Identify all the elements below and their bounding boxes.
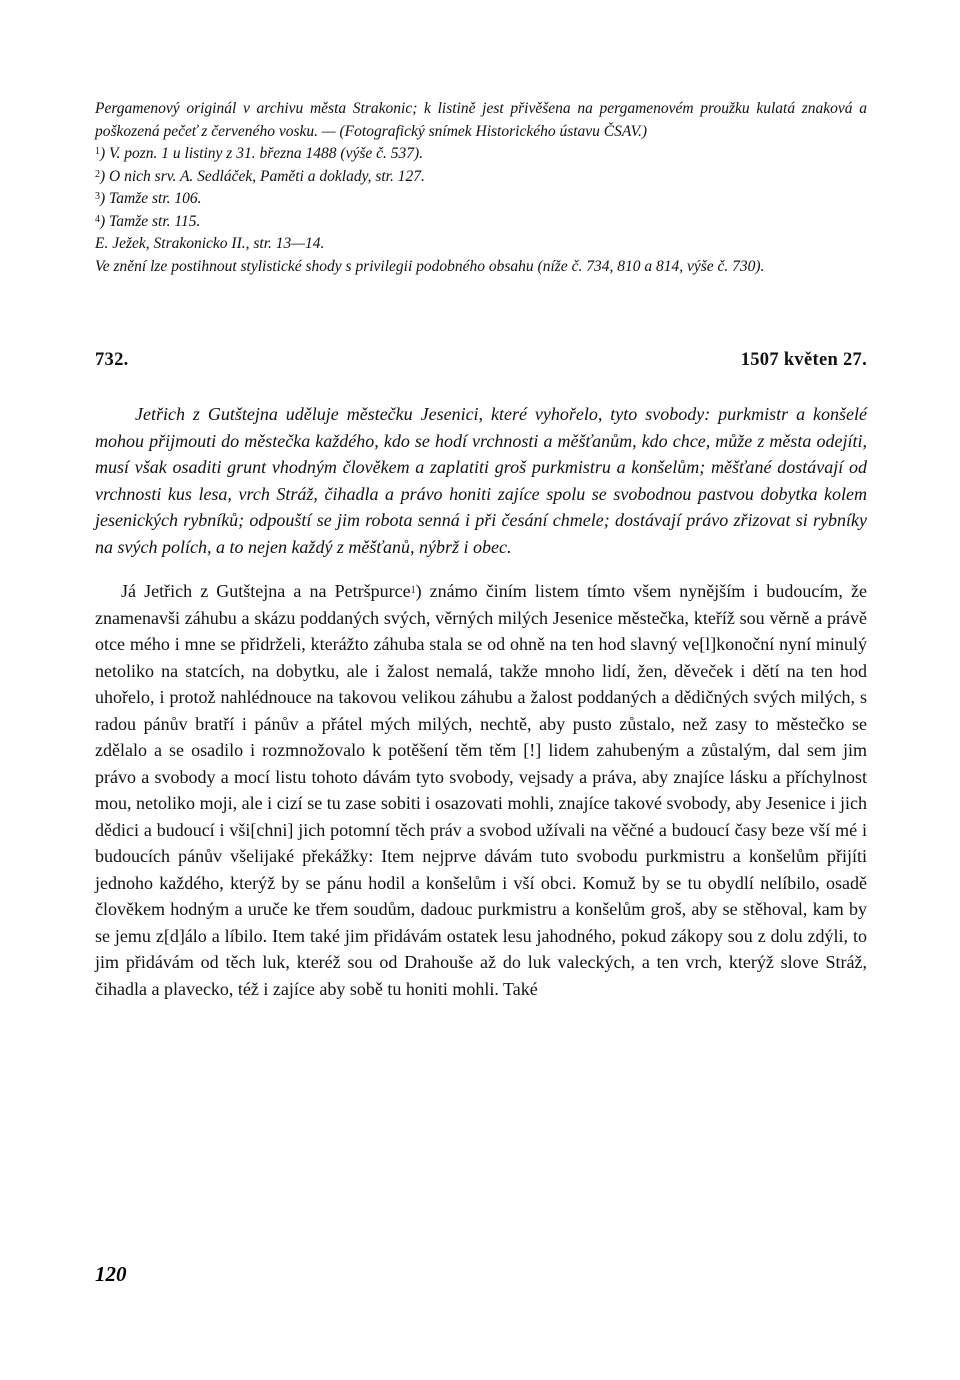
footnote-mark: 3 bbox=[95, 191, 100, 202]
document-page bbox=[95, 98, 867, 1020]
notes-block bbox=[95, 98, 867, 278]
footnote-text: V. pozn. 1 u listiny z 31. března 1488 (výše č. 537). bbox=[109, 145, 424, 162]
footnote-1: $^1$) V. pozn. 1 u listiny z 31. března 1488 (výše č. 537). bbox=[95, 145, 424, 162]
charter-text: Já Jetřich z Gutštejna a na Petršpurce$^1$) známo činím listem tímto všem nynějším i budoucím, že znamenavši záhubu a skázu poddaných svých, věrných milých Jesenice městečka, kteříž sou věrně a právě otce mého i mne se přidrželi, kterážto záhuba stala se od ohně na ten hod slavný ve[l]konoční nyní minulý netoliko na statcích, na dobytku, ale i žalost nemalá, takže mnoho lidí, žen, děveček i dětí na ten hod uhořelo, i protož nahlédnouce na takovou velikou záhubu a žalost poddaných a dědičných svých milých, s radou pánův bratří i pánův a přátel mých milých, nechtě, aby pusto zůstalo, než zasy to městečko se zdělalo a se osadilo i rozmnožovalo k potěšení těm těm [!] lidem zahubeným a zůstalým, dal sem jim právo a svobody a mocí listu tohoto dávám tyto svobody, vejsady a práva, aby znajíce lásku a příchylnost mou, netoliko moji, ale i cizí se tu zase sobiti i osazovati mohli, znajíce takové svobody, aby Jesenice i jich dědici a budoucí i vši[chni] jich potomní těch práv a svobod užívali na věčné a budoucí časy beze vší mé i budoucích pánův všelijaké překážky: Item nejprve dávám tuto svobodu purkmistru a konšelům přijíti jednoho každého, kterýž by se pánu hodil a konšelům i vší obci. Komuž by se tu obydlí nelíbilo, osadě člověkem hodným a uruče ke třem soudům, dadouc purkmistru a konšelům groš, aby se stěhoval, kam by se jemu z[d]álo a líbilo. Item také jim přidávám ostatek lesu jahodného, pokud zákopy sou z dolu zdýli, to jim přidávám od těch luk, kteréž sou od Drahouše až do luk valeckých, a ten vrch, kterýž slove Stráž, čihadla a plavecko, též i zajíce aby sobě tu honiti mohli. Také bbox=[95, 581, 867, 999]
footnote-text: Tamže str. 106. bbox=[109, 190, 202, 207]
charter-text-rest: známo činím listem tímto všem nynějším i budoucím, že znamenavši záhubu a skázu poddaných svých, věrných milých Jesenice městečka, kteříž sou věrně a právě otce mého i mne se přidrželi, kterážto záhuba stala se od ohně na ten hod slavný ve[l]konoční nyní minulý netoliko na statcích, na dobytku, ale i žalost nemalá, takže mnoho lidí, žen, děveček i dětí na ten hod uhořelo, i protož nahlédnouce na takovou velikou záhubu a žalost poddaných a dědičných svých milých, s radou pánův bratří i pánův a přátel mých milých, nechtě, aby pusto zůstalo, než zasy to městečko se zdělalo a se osadilo i rozmnožovalo k potěšení těm těm [!] lidem zahubeným a zůstalým, dal sem jim právo a svobody a mocí listu tohoto dávám tyto svobody, vejsady a práva, aby znajíce lásku a příchylnost mou, netoliko moji, ale i cizí se tu zase sobiti i osazovati mohli, znajíce takové svobody, aby Jesenice i jich dědici a budoucí i vši[chni] jich potomní těch práv a svobod užívali na věčné a budoucí časy beze vší mé i budoucích pánův všelijaké překážky: Item nejprve dávám tuto svobodu purkmistru a konšelům přijíti jednoho každého, kterýž by se pánu hodil a konšelům i vší obci. Komuž by se tu obydlí nelíbilo, osadě člověkem hodným a uruče ke třem soudům, dadouc purkmistru a konšelům groš, aby se stěhoval, kam by se jemu z[d]álo a líbilo. Item také jim přidávám ostatek lesu jahodného, pokud zákopy sou z dolu zdýli, to jim přidávám od těch luk, kteréž sou od Drahouše až do luk valeckých, a ten vrch, kterýž slove Stráž, čihadla a plavecko, též i zajíce aby sobě tu honiti mohli. Také bbox=[95, 581, 867, 999]
footnote-2: $^2$) O nich srv. A. Sedláček, Paměti a doklady, str. 127. bbox=[95, 167, 425, 185]
footnote-text: O nich srv. A. Sedláček, Paměti a doklady, str. 127. bbox=[109, 167, 425, 185]
page-number: 120 bbox=[95, 1262, 127, 1286]
footnote-4: $^4$) Tamže str. 115. bbox=[95, 212, 201, 230]
footnote-mark: 2 bbox=[95, 168, 100, 180]
footnote-mark: 4 bbox=[95, 213, 100, 225]
entry-number: 732. bbox=[95, 350, 129, 370]
footnote-text: Tamže str. 115. bbox=[109, 212, 201, 230]
entry-date: 1507 květen 27. bbox=[740, 350, 867, 370]
entry-heading bbox=[95, 350, 867, 371]
stylistic-remark: Ve znění lze postihnout stylistické shody s privilegii podobného obsahu (níže č. 734, 810 a 814, výše č. 730). bbox=[95, 257, 765, 275]
literature-reference: E. Ježek, Strakonicko II., str. 13—14. bbox=[95, 235, 325, 252]
charter-text-start: Já Jetřich z Gutštejna a na Petršpurce bbox=[121, 581, 411, 601]
footnote-3: $^3$) Tamže str. 106. bbox=[95, 190, 202, 207]
regest-summary: Jetřich z Gutštejna uděluje městečku Jesenici, které vyhořelo, tyto svobody: purkmistr a konšelé mohou přijmouti do městečka každého, kdo se hodí vrchnosti a měšťanům, kdo chce, může z města odejíti, musí však osaditi grunt vhodným člověkem a zaplatiti groš purkmistru a konšelům; měšťané dostávají od vrchnosti kus lesa, vrch Stráž, čihadla a právo honiti zajíce spolu se svobodnou pastvou dobytka kolem jesenických rybníků; odpouští se jim robota senná i při česání chmele; dostávají právo zřizovat si rybníky na svých polích, a to nejen každý z měšťanů, nýbrž i obec. bbox=[95, 404, 867, 557]
footnote-mark: 1 bbox=[95, 146, 100, 157]
source-description: Pergamenový originál v archivu města Strakonic; k listině jest přivěšena na pergamenovém proužku kulatá znaková a poškozená pečeť z červeného vosku. — (Fotografický snímek Historického ústavu ČSAV.) bbox=[95, 100, 867, 140]
footnote-mark: 1 bbox=[410, 585, 416, 596]
